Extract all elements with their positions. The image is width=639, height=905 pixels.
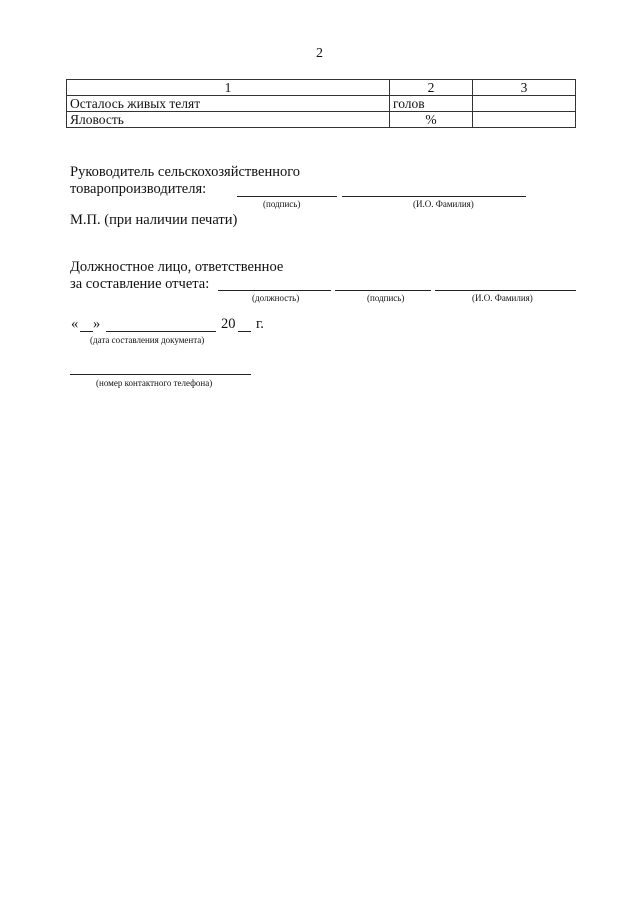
row-value — [473, 112, 576, 128]
row-unit: % — [390, 112, 473, 128]
responsible-signature-caption: (подпись) — [367, 293, 405, 303]
row-value — [473, 96, 576, 112]
row-label: Яловость — [67, 112, 390, 128]
phone-line — [70, 374, 251, 375]
phone-caption: (номер контактного телефона) — [96, 378, 213, 388]
manager-signature-line — [237, 196, 337, 197]
responsible-name-caption: (И.О. Фамилия) — [472, 293, 533, 303]
report-table — [66, 79, 576, 128]
table-header-row — [67, 80, 576, 96]
table-row — [67, 96, 576, 112]
stamp-note: М.П. (при наличии печати) — [70, 212, 238, 228]
responsible-position-caption: (должность) — [252, 293, 300, 303]
date-year-line — [238, 331, 251, 332]
responsible-position-line — [218, 290, 331, 291]
responsible-title-line1: Должностное лицо, ответственное — [70, 259, 284, 275]
date-close-quote: » — [93, 316, 101, 332]
manager-name-line — [342, 196, 526, 197]
manager-signature-caption: (подпись) — [263, 199, 301, 209]
date-year-suffix: г. — [256, 316, 264, 332]
date-month-line — [106, 331, 216, 332]
date-open-quote: « — [71, 316, 79, 332]
table-row — [67, 112, 576, 128]
responsible-signature-line — [335, 290, 431, 291]
table-header-cell: 1 — [67, 80, 390, 96]
responsible-name-line — [435, 290, 576, 291]
date-year-prefix: 20 — [221, 316, 236, 332]
table-header-cell: 2 — [390, 80, 473, 96]
row-unit: голов — [390, 96, 473, 112]
date-day-line — [80, 331, 93, 332]
table-header-cell: 3 — [473, 80, 576, 96]
row-label: Осталось живых телят — [67, 96, 390, 112]
manager-name-caption: (И.О. Фамилия) — [413, 199, 474, 209]
responsible-title-line2: за составление отчета: — [70, 276, 210, 292]
page-number: 2 — [316, 46, 323, 61]
manager-title-line2: товаропроизводителя: — [70, 181, 207, 197]
date-caption: (дата составления документа) — [90, 335, 205, 345]
manager-title-line1: Руководитель сельскохозяйственного — [70, 164, 301, 180]
